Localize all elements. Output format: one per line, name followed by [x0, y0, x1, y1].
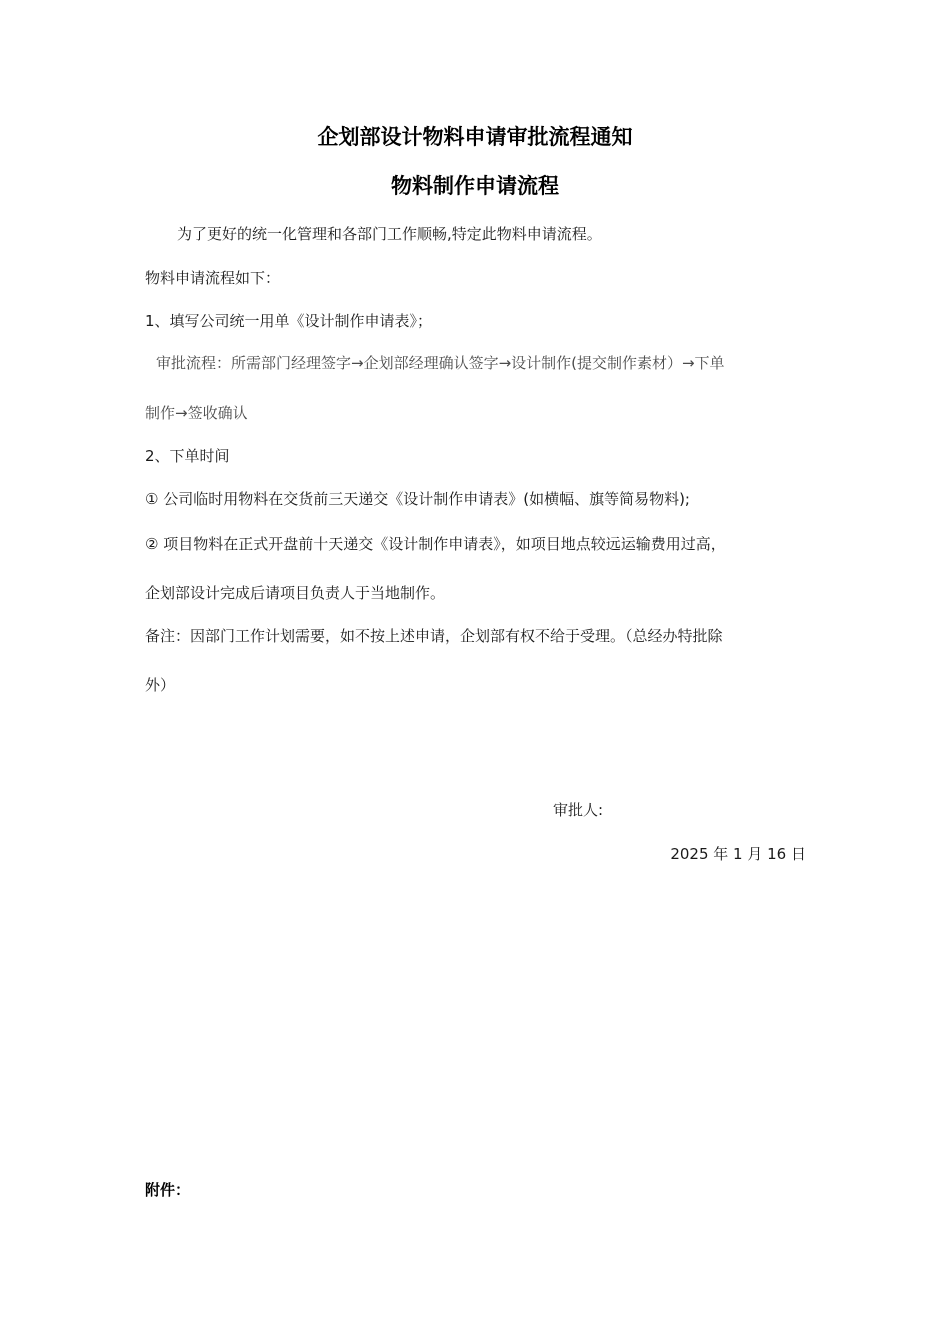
intro-paragraph: 为了更好的统一化管理和各部门工作顺畅,特定此物料申请流程。	[177, 225, 602, 243]
attachment-label: 附件：	[145, 1181, 191, 1199]
document-date: 2025 年 1 月 16 日	[670, 845, 806, 863]
approval-flow-line-1: 审批流程：所需部门经理签字→企划部经理确认签字→设计制作(提交制作素材）→下单	[156, 354, 725, 372]
document-subtitle: 物料制作申请流程	[391, 174, 559, 198]
approver-label: 审批人:	[553, 801, 604, 819]
timing-item-1: ① 公司临时用物料在交货前三天递交《设计制作申请表》(如横幅、旗等简易物料);	[145, 490, 690, 508]
timing-item-2-line-1: ② 项目物料在正式开盘前十天递交《设计制作申请表》，如项目地点较远运输费用过高，	[145, 535, 726, 553]
step-1: 1、填写公司统一用单《设计制作申请表》；	[145, 312, 433, 330]
flow-heading: 物料申请流程如下：	[145, 269, 281, 287]
document-title: 企划部设计物料申请审批流程通知	[317, 125, 633, 149]
step-2: 2、下单时间	[145, 447, 230, 465]
note-line-2: 外）	[145, 676, 176, 694]
note-line-1: 备注：因部门工作计划需要，如不按上述申请，企划部有权不给于受理。（总经办特批除	[145, 627, 723, 645]
timing-item-2-line-2: 企划部设计完成后请项目负责人于当地制作。	[145, 584, 446, 602]
approval-flow-line-2: 制作→签收确认	[145, 404, 248, 422]
